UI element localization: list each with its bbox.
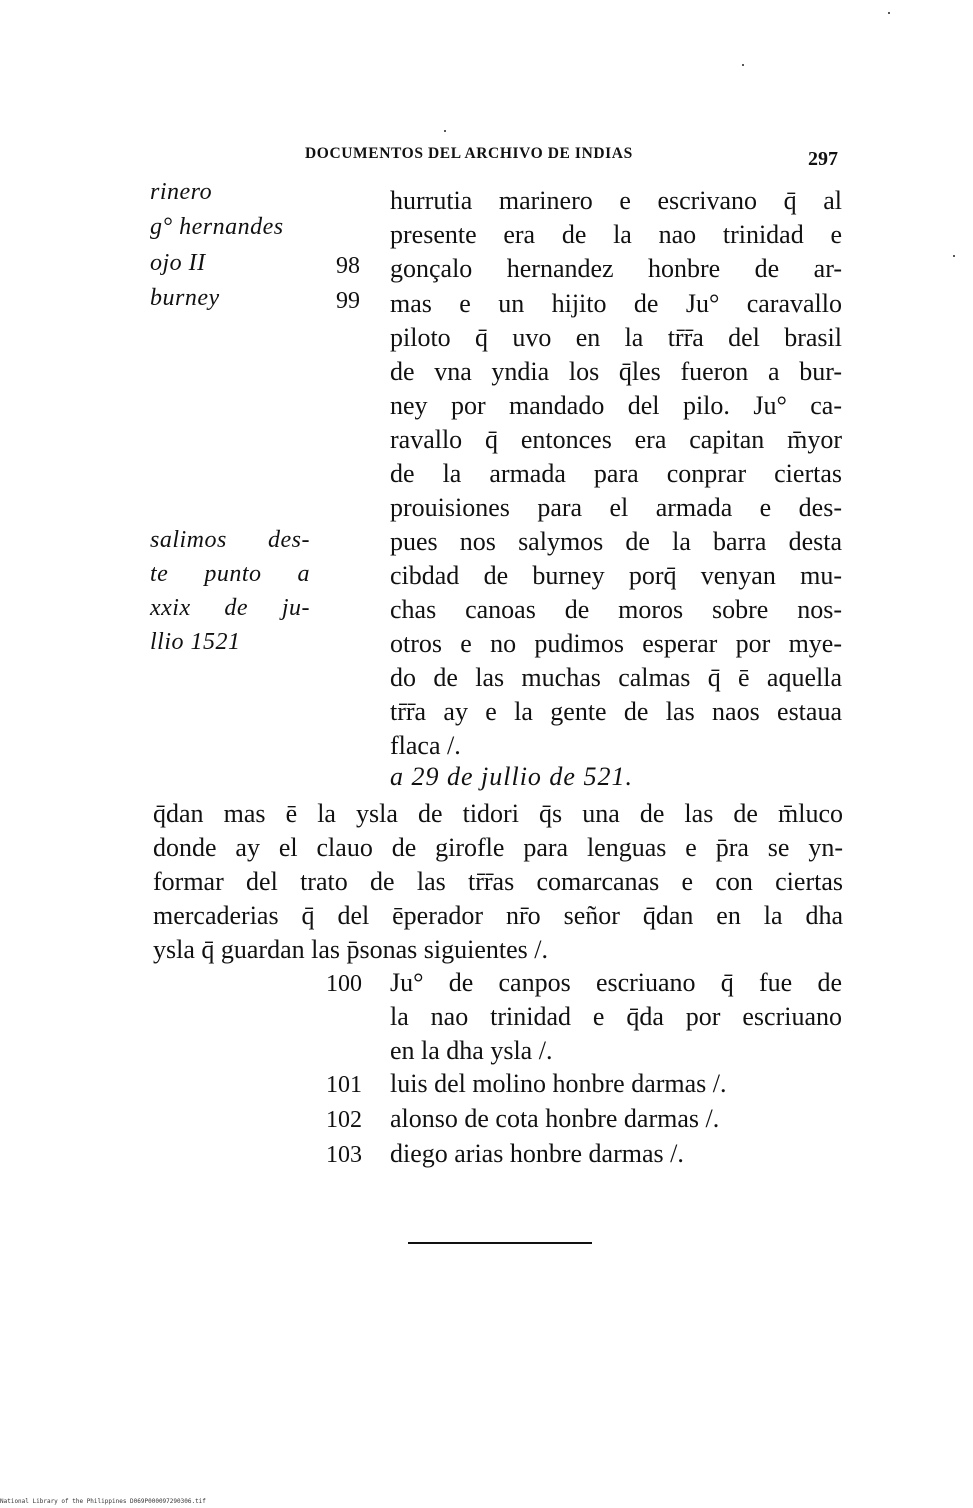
margin-note-salimos-line: llio 1521 (150, 629, 241, 655)
main-text-line: mas e un hijito de Ju° caravallo (390, 289, 842, 318)
list-entry-100-line: Ju° de canpos escriuano q̄ fue de (390, 968, 842, 997)
line-number-101: 101 (326, 1072, 362, 1098)
scan-footer-label: National Library of the Philippines D069P000097290306.tif (0, 1498, 206, 1505)
margin-note-burney: burney (150, 285, 220, 311)
margin-note-salimos-line: xxix de ju- (150, 595, 310, 621)
line-number-100: 100 (326, 971, 362, 997)
main-text-line: do de las muchas calmas q̄ ē aquella (390, 663, 842, 692)
margin-note-rinero: rinero (150, 179, 213, 205)
margin-note-salimos-line: salimos des- (150, 527, 310, 553)
main-text-line: tr̄r̄a ay e la gente de las naos estaua (390, 697, 842, 726)
list-entry-100-line: la nao trinidad e q̄da por escriuano (390, 1002, 842, 1031)
scan-speck (742, 64, 744, 66)
line-number-98: 98 (336, 253, 360, 279)
paragraph-line: mercaderias q̄ del ēperador nr̄o señor q̄dan en la dha (153, 901, 843, 930)
list-entry-100-line: en la dha ysla /. (390, 1036, 553, 1065)
list-entry-103: diego arias honbre darmas /. (390, 1139, 684, 1168)
paragraph-line: ysla q̄ guardan las p̄sonas siguientes /. (153, 935, 548, 964)
scan-speck (953, 255, 955, 257)
main-text-line: piloto q̄ uvo en la tr̄r̄a del brasil (390, 323, 842, 352)
list-entry-102: alonso de cota honbre darmas /. (390, 1104, 720, 1133)
main-text-line: flaca /. (390, 731, 461, 760)
scan-speck (444, 130, 446, 132)
main-text-line: chas canoas de moros sobre nos- (390, 595, 842, 624)
margin-note-ojo: ojo II (150, 250, 206, 276)
main-text-line: cibdad de burney porq̄ venyan mu- (390, 561, 842, 590)
paragraph-line: donde ay el clauo de girofle para lenguas e p̄ra se yn- (153, 833, 843, 862)
italic-date-line: a 29 de jullio de 521. (390, 762, 633, 791)
line-number-99: 99 (336, 288, 360, 314)
main-text-line: otros e no pudimos esperar por mye- (390, 629, 842, 658)
main-text-line: prouisiones para el armada e des- (390, 493, 842, 522)
line-number-102: 102 (326, 1107, 362, 1133)
main-text-line: de vna yndia los q̄les fueron a bur- (390, 357, 842, 386)
page-number: 297 (808, 148, 838, 170)
running-head: DOCUMENTOS DEL ARCHIVO DE INDIAS (305, 145, 633, 162)
margin-note-hernandes: g° hernandes (150, 214, 284, 240)
main-text-line: pues nos salymos de la barra desta (390, 527, 842, 556)
main-text-line: ney por mandado del pilo. Ju° ca- (390, 391, 842, 420)
main-text-line: ravallo q̄ entonces era capitan m̄yor (390, 425, 842, 454)
paragraph-line: formar del trato de las tr̄r̄as comarcanas e con ciertas (153, 867, 843, 896)
scan-speck (888, 12, 890, 14)
main-text-line: hurrutia marinero e escrivano q̄ al (390, 186, 842, 215)
main-text-line: presente era de la nao trinidad e (390, 220, 842, 249)
margin-note-salimos-line: te punto a (150, 561, 310, 587)
main-text-line: gonçalo hernandez honbre de ar- (390, 254, 842, 283)
line-number-103: 103 (326, 1142, 362, 1168)
closing-rule (408, 1242, 592, 1244)
paragraph-line: q̄dan mas ē la ysla de tidori q̄s una de las de m̄luco (153, 799, 843, 828)
list-entry-101: luis del molino honbre darmas /. (390, 1069, 727, 1098)
main-text-line: de la armada para conprar ciertas (390, 459, 842, 488)
